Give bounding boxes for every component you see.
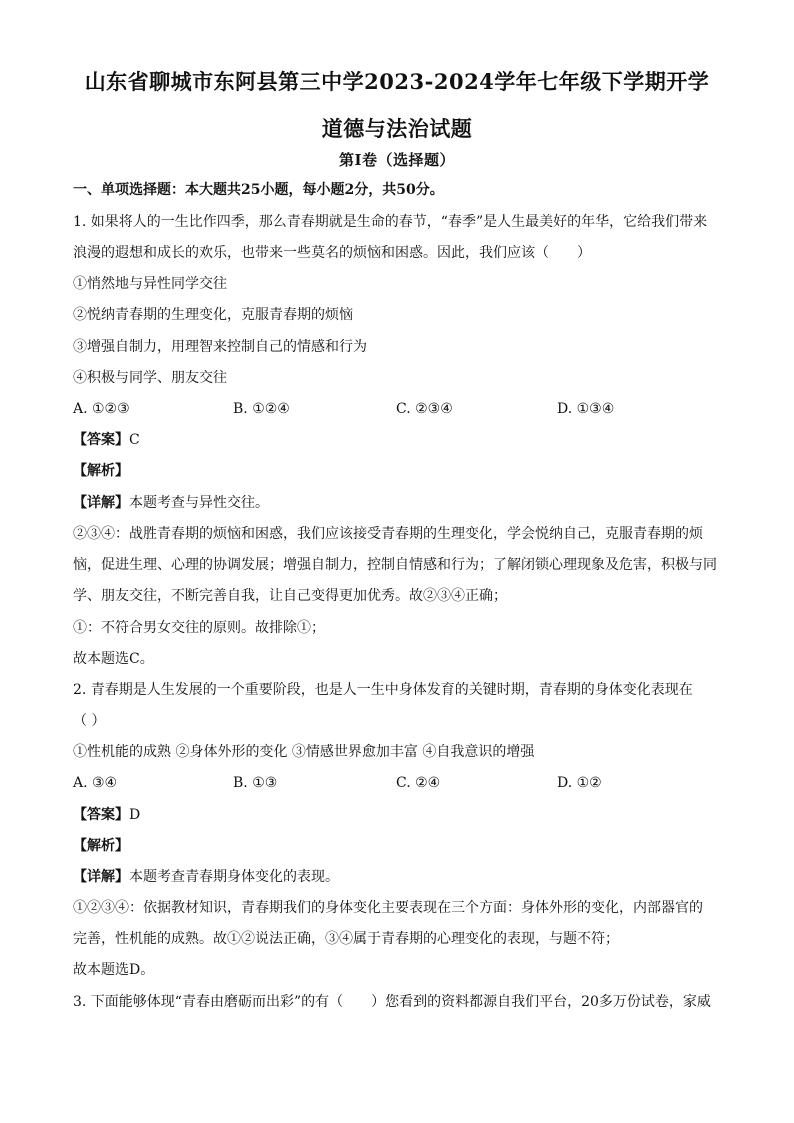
q1-option-a: A. ①②③ xyxy=(73,401,130,417)
q1-conclusion: 故本题选C。 xyxy=(73,651,154,667)
q3-stem-line1: 3. 下面能够体现“青春由磨砺而出彩”的有（ ）您看到的资料都源自我们平台，20多万份试卷，家威 xyxy=(73,994,711,1010)
q1-explain-line2: 恼，促进生理、心理的协调发展；增强自制力，控制自情感和行为；了解闭锁心理现象及危害，积极与同 xyxy=(73,557,717,573)
q1-detail xyxy=(73,493,269,513)
q1-stem-line1: 1. 如果将人的一生比作四季，那么青春期就是生命的春节，“春季”是人生最美好的年华，它给我们带来 xyxy=(73,214,708,230)
q2-option-a: A. ③④ xyxy=(73,775,118,791)
detail-label: 【详解】 xyxy=(73,869,129,885)
q1-item-3: ③增强自制力，用理智来控制自己的情感和行为 xyxy=(73,339,367,355)
q2-explain-line1: ①②③④：依据教材知识，青春期我们的身体变化主要表现在三个方面：身体外形的变化，内部器官的 xyxy=(73,900,703,916)
document-title-line2: 道德与法治试题 xyxy=(321,116,473,141)
q1-explain-line1: ②③④：战胜青春期的烦恼和困惑，我们应该接受青春期的生理变化，学会悦纳自己，克服青春期的烦 xyxy=(73,526,703,542)
q1-stem-line2: 浪漫的遐想和成长的欢乐，也带来一些莫名的烦恼和困惑。因此，我们应该（ ） xyxy=(73,245,591,261)
q2-option-c: C. ②④ xyxy=(396,775,441,791)
q1-answer xyxy=(73,430,140,450)
q2-stem-line2: （ ） xyxy=(73,713,106,729)
q1-item-1: ①悄然地与异性同学交往 xyxy=(73,276,227,292)
q2-analysis-label: 【解析】 xyxy=(73,838,129,854)
q2-answer xyxy=(73,805,140,825)
q2-detail xyxy=(73,867,339,887)
detail-text: 本题考查与异性交往。 xyxy=(129,495,269,511)
q1-explain-line3: 学、朋友交往，不断完善自我，让自己变得更加优秀。故②③④正确； xyxy=(73,588,507,604)
q2-stem-line1: 2. 青春期是人生发展的一个重要阶段，也是人一生中身体发育的关键时期，青春期的身体变化表现在 xyxy=(73,682,693,698)
q2-items: ①性机能的成熟 ②身体外形的变化 ③情感世界愈加丰富 ④自我意识的增强 xyxy=(73,744,535,760)
answer-label: 【答案】 xyxy=(73,432,129,448)
section-heading: 一、单项选择题：本大题共25小题，每小题2分，共50分。 xyxy=(73,182,444,198)
q1-option-b: B. ①②④ xyxy=(233,401,290,417)
q2-option-d: D. ①② xyxy=(557,775,602,791)
answer-label: 【答案】 xyxy=(73,807,129,823)
q1-option-d: D. ①③④ xyxy=(557,401,615,417)
answer-value: D xyxy=(129,807,141,823)
q1-option-c: C. ②③④ xyxy=(396,401,453,417)
q1-item-2: ②悦纳青春期的生理变化，克服青春期的烦恼 xyxy=(73,307,353,323)
volume-heading: 第I卷（选择题） xyxy=(338,151,456,169)
q1-explain-line4: ①：不符合男女交往的原则。故排除①； xyxy=(73,620,325,636)
q2-conclusion: 故本题选D。 xyxy=(73,962,155,978)
answer-value: C xyxy=(129,432,140,448)
q2-option-b: B. ①③ xyxy=(233,775,278,791)
q1-item-4: ④积极与同学、朋友交往 xyxy=(73,370,227,386)
q1-analysis-label: 【解析】 xyxy=(73,463,129,479)
q2-explain-line2: 完善，性机能的成熟。故①②说法正确，③④属于青春期的心理变化的表现，与题不符； xyxy=(73,931,619,947)
document-title-line1: 山东省聊城市东阿县第三中学2023-2024学年七年级下学期开学 xyxy=(84,69,710,94)
detail-text: 本题考查青春期身体变化的表现。 xyxy=(129,869,339,885)
detail-label: 【详解】 xyxy=(73,495,129,511)
